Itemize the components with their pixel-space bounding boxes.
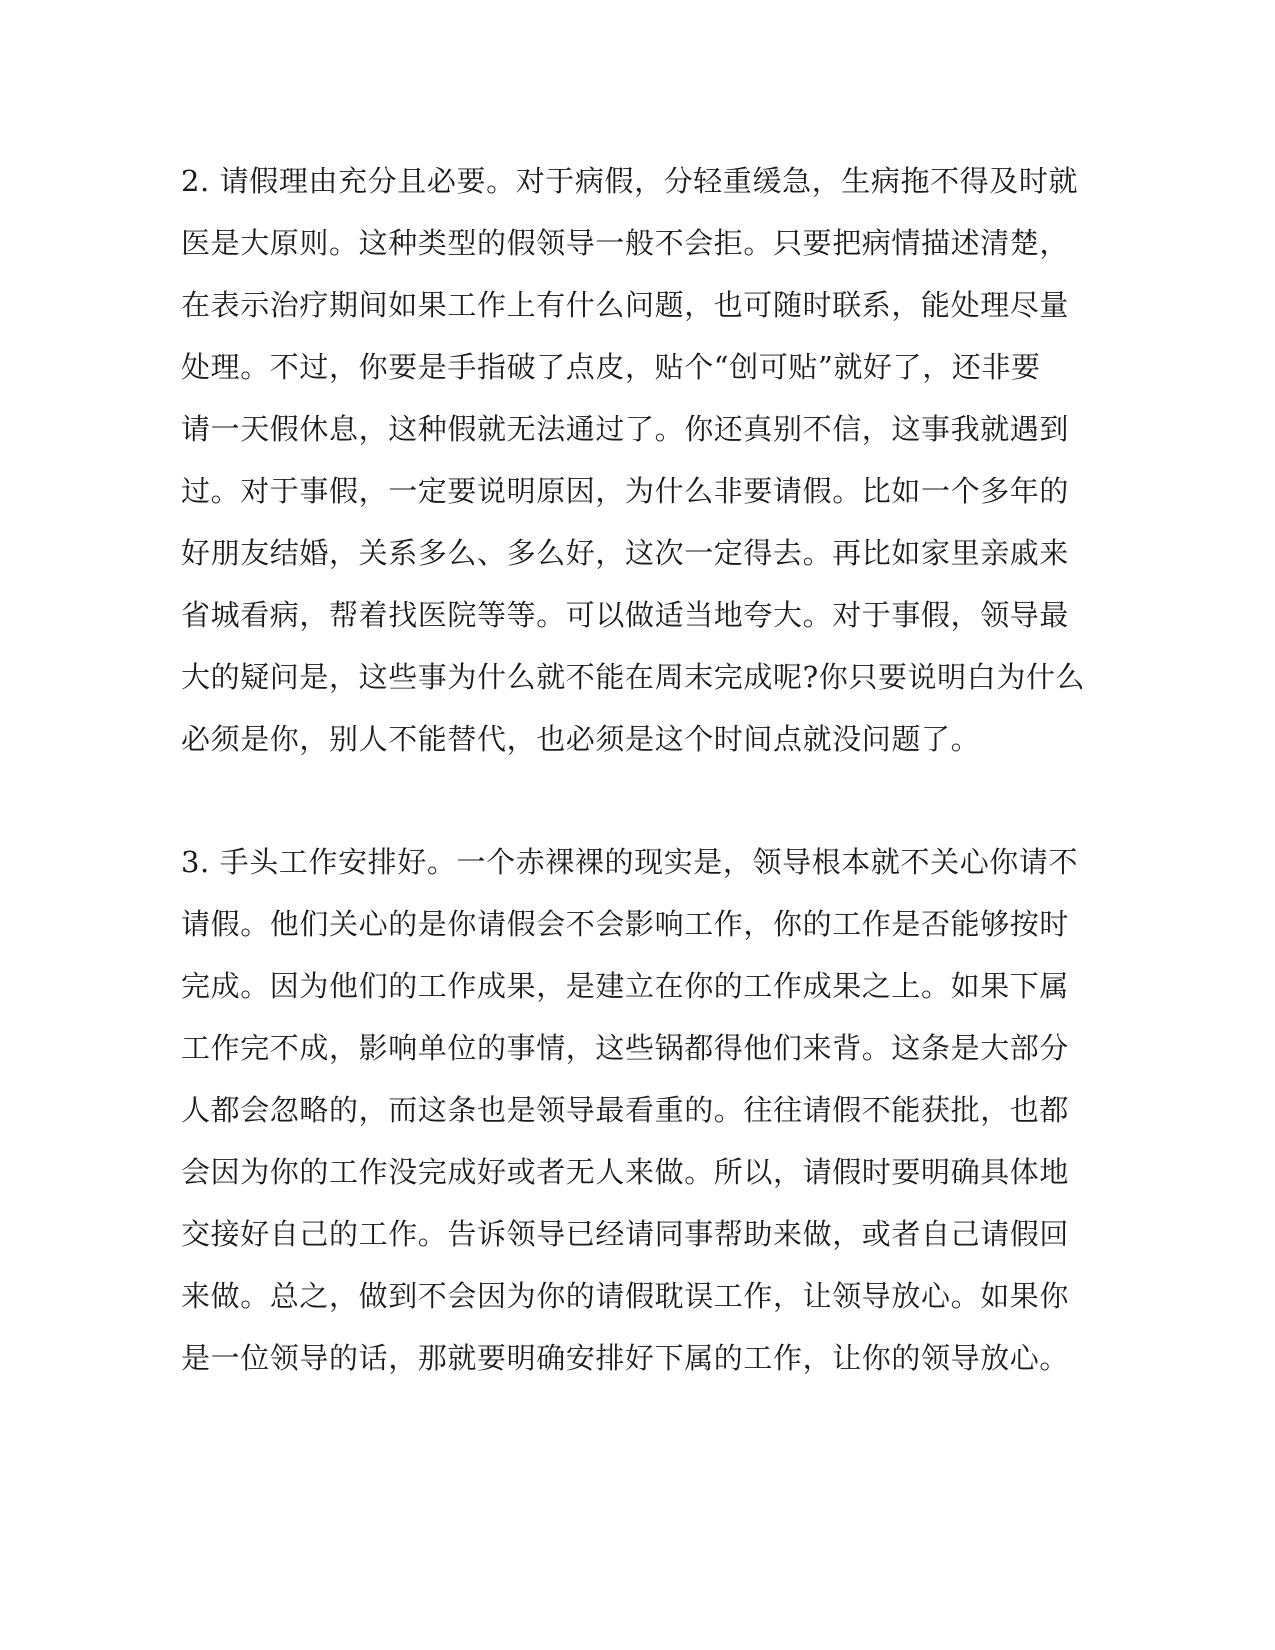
paragraph-line: 完成。因为他们的工作成果，是建立在你的工作成果之上。如果下属 <box>181 969 1070 1003</box>
paragraph-line: 3. 手头工作安排好。一个赤裸裸的现实是，领导根本就不关心你请不 <box>181 845 1079 879</box>
paragraph-line: 大的疑问是，这些事为什么就不能在周末完成呢?你只要说明白为什么 <box>181 660 1086 694</box>
paragraph-line: 来做。总之，做到不会因为你的请假耽误工作，让领导放心。如果你 <box>181 1279 1070 1313</box>
paragraph-line: 工作完不成，影响单位的事情，这些锅都得他们来背。这条是大部分 <box>181 1031 1070 1065</box>
paragraph-line: 人都会忽略的，而这条也是领导最看重的。往往请假不能获批，也都 <box>181 1093 1070 1127</box>
paragraph-line: 医是大原则。这种类型的假领导一般不会拒。只要把病情描述清楚， <box>181 226 1070 260</box>
paragraph-line: 请一天假休息，这种假就无法通过了。你还真别不信，这事我就遇到 <box>181 412 1070 446</box>
paragraph-line: 会因为你的工作没完成好或者无人来做。所以，请假时要明确具体地 <box>181 1155 1070 1189</box>
paragraph-line: 好朋友结婚，关系多么、多么好，这次一定得去。再比如家里亲戚来 <box>181 536 1070 570</box>
paragraph-line: 必须是你，别人不能替代，也必须是这个时间点就没问题了。 <box>181 722 981 756</box>
paragraph-line: 交接好自己的工作。告诉领导已经请同事帮助来做，或者自己请假回 <box>181 1217 1070 1251</box>
paragraph-line: 在表示治疗期间如果工作上有什么问题，也可随时联系，能处理尽量 <box>181 288 1070 322</box>
paragraph-line: 过。对于事假，一定要说明原因，为什么非要请假。比如一个多年的 <box>181 474 1070 508</box>
paragraph-line: 请假。他们关心的是你请假会不会影响工作，你的工作是否能够按时 <box>181 907 1070 941</box>
paragraph-line: 2. 请假理由充分且必要。对于病假，分轻重缓急，生病拖不得及时就 <box>181 164 1079 198</box>
paragraph-line: 是一位领导的话，那就要明确安排好下属的工作，让你的领导放心。 <box>181 1341 1070 1375</box>
paragraph-line: 处理。不过，你要是手指破了点皮，贴个“创可贴”就好了，还非要 <box>181 350 1041 384</box>
paragraph-line: 省城看病，帮着找医院等等。可以做适当地夸大。对于事假，领导最 <box>181 598 1070 632</box>
